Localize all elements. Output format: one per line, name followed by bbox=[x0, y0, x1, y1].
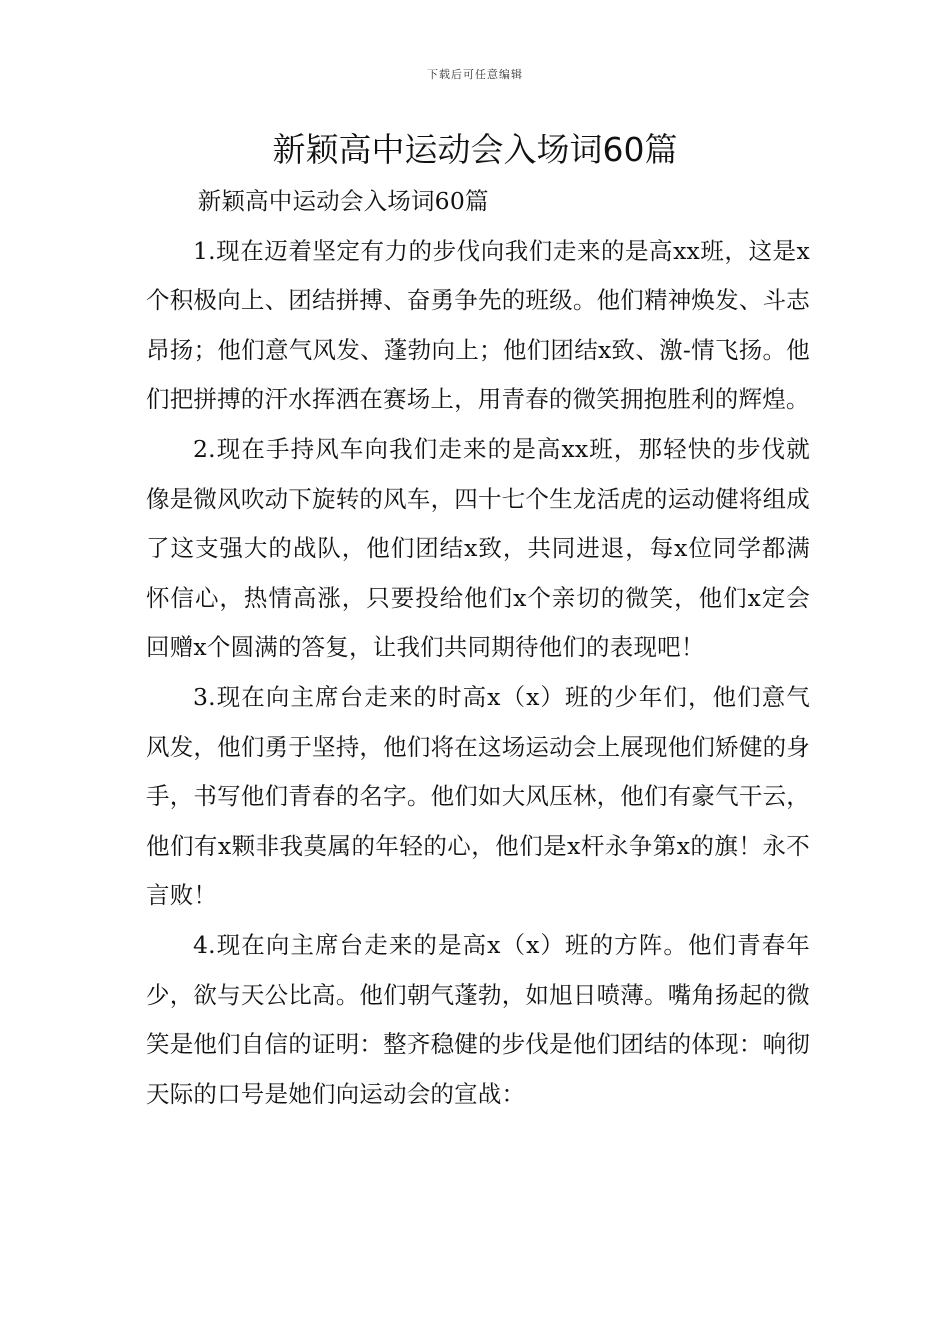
header-note: 下载后可任意编辑 bbox=[427, 68, 523, 81]
paragraph-3: 3.现在向主席台走来的时高x（x）班的少年们，他们意气风发，他们勇于坚持，他们将在这场运动会上展现他们矫健的身手，书写他们青春的名字。他们如大风压林，他们有豪气干云，他们有x颗非我莫属的年轻的心，他们是x杆永争第x的旗！永不言败！ bbox=[146, 682, 810, 910]
paragraph-1: 1.现在迈着坚定有力的步伐向我们走来的是高xx班，这是x个积极向上、团结拼搏、奋勇争先的班级。他们精神焕发、斗志昂扬；他们意气风发、蓬勃向上；他们团结x致、激-情飞扬。他们把拼搏的汗水挥洒在赛场上，用青春的微笑拥抱胜利的辉煌。 bbox=[146, 236, 810, 414]
paragraph-4: 4.现在向主席台走来的是高x（x）班的方阵。他们青春年少，欲与天公比高。他们朝气蓬勃，如旭日喷薄。嘴角扬起的微笑是他们自信的证明：整齐稳健的步伐是他们团结的体现：响彻天际的口号是她们向运动会的宣战： bbox=[146, 930, 810, 1108]
document-body bbox=[146, 177, 810, 1119]
paragraph-2: 2.现在手持风车向我们走来的是高xx班，那轻快的步伐就像是微风吹动下旋转的风车，四十七个生龙活虎的运动健将组成了这支强大的战队，他们团结x致，共同进退，每x位同学都满怀信心，热情高涨，只要投给他们x个亲切的微笑，他们x定会回赠x个圆满的答复，让我们共同期待他们的表现吧！ bbox=[146, 434, 810, 662]
document-title: 新颖高中运动会入场词60篇 bbox=[272, 130, 678, 169]
document-subtitle: 新颖高中运动会入场词60篇 bbox=[197, 187, 489, 215]
